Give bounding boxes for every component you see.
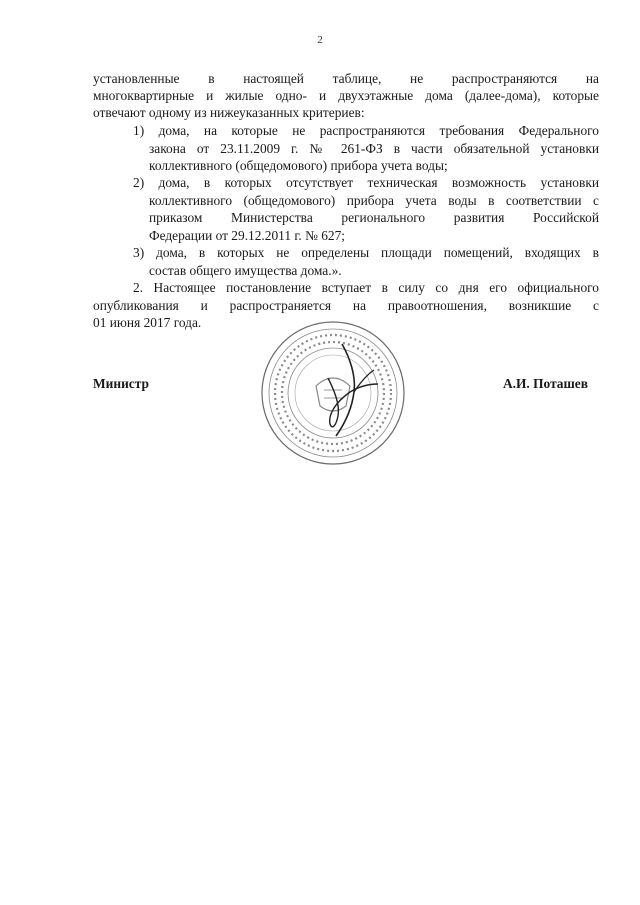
continuation-line-2: многоквартирные и жилые одно- и двухэтажные дома (далее-дома), которые bbox=[93, 88, 599, 103]
signatory-name: А.И. Поташев bbox=[503, 376, 588, 391]
official-seal bbox=[258, 318, 408, 468]
criterion-2-line-2: коллективного (общедомового) прибора учета воды в соответствии с bbox=[149, 193, 599, 208]
criterion-1-line-2: закона от 23.11.2009 г. № 261-ФЗ в части обязательной установки bbox=[149, 141, 599, 156]
continuation-line-1: установленные в настоящей таблице, не распространяются на bbox=[93, 71, 599, 86]
page-number: 2 bbox=[317, 34, 323, 46]
criterion-2-line-4: Федерации от 29.12.2011 г. № 627; bbox=[149, 228, 346, 243]
signatory-title: Министр bbox=[93, 376, 149, 391]
paragraph-2-line-3: 01 июня 2017 года. bbox=[93, 315, 202, 330]
paragraph-2-line-2: опубликования и распространяется на правоотношения, возникшие с bbox=[93, 298, 599, 313]
criterion-1-line-1: 1) дома, на которые не распространяются требования Федерального bbox=[133, 123, 599, 138]
criterion-2-line-1: 2) дома, в которых отсутствует техническая возможность установки bbox=[133, 175, 599, 190]
criterion-3-line-1: 3) дома, в которых не определены площади помещений, входящих в bbox=[133, 245, 599, 260]
criterion-2-line-3: приказом Министерства регионального развития Российской bbox=[149, 210, 599, 225]
criterion-1-line-3: коллективного (общедомового) прибора учета воды; bbox=[149, 158, 448, 173]
continuation-line-3: отвечают одному из нижеуказанных критериев: bbox=[93, 105, 365, 120]
criterion-3-line-2: состав общего имущества дома.». bbox=[149, 263, 342, 278]
paragraph-2-line-1: 2. Настоящее постановление вступает в силу со дня его официального bbox=[133, 280, 599, 295]
